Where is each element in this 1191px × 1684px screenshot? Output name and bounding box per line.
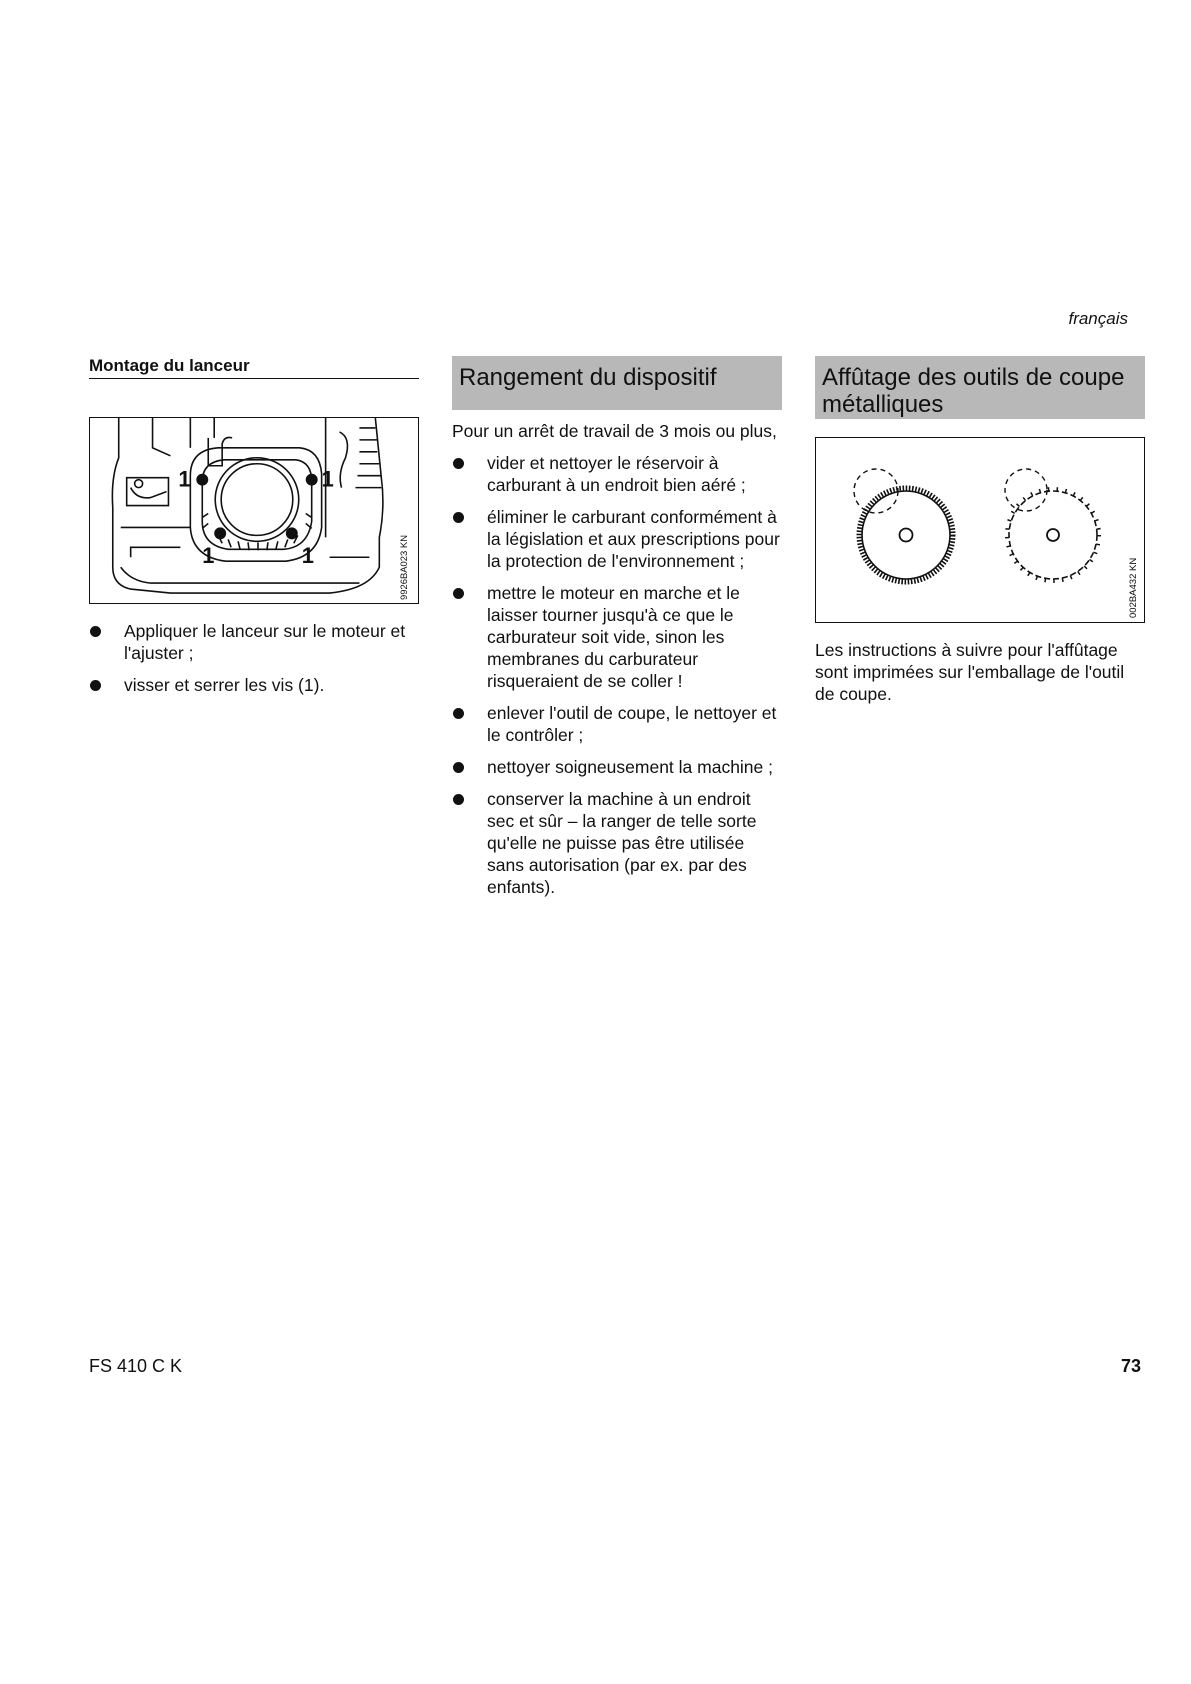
callout-label: 1 xyxy=(301,543,314,569)
list-item: nettoyer soigneusement la machine ; xyxy=(452,756,782,778)
list-item: Appliquer le lanceur sur le moteur et l'ajuster ; xyxy=(89,620,419,664)
column-starter-mounting xyxy=(89,356,419,706)
bullet-icon xyxy=(453,708,464,719)
bullet-icon xyxy=(453,588,464,599)
callout-label: 1 xyxy=(178,466,191,492)
bullet-icon xyxy=(90,680,101,691)
starter-illustration xyxy=(89,417,419,604)
storage-intro: Pour un arrêt de travail de 3 mois ou plus, xyxy=(452,421,777,441)
column-storage xyxy=(452,356,782,908)
section-title-storage: Rangement du dispositif xyxy=(452,356,782,410)
list-item: mettre le moteur en marche et le laisser tourner jusqu'à ce que le carburateur soit vide, sinon les membranes du carburateur risqueraient de se coller ! xyxy=(452,582,782,692)
column-sharpening xyxy=(815,356,1145,705)
figure-code: 002BA432 KN xyxy=(1128,557,1139,618)
language-label: français xyxy=(1068,309,1128,328)
section-title-starter: Montage du lanceur xyxy=(89,356,419,379)
list-item: visser et serrer les vis (1). xyxy=(89,674,419,696)
model-label: FS 410 C K xyxy=(89,1356,183,1376)
list-item: enlever l'outil de coupe, le nettoyer et le contrôler ; xyxy=(452,702,782,746)
figure-code: 9926BA023 KN xyxy=(399,534,411,601)
callout-label: 1 xyxy=(202,543,215,569)
bullet-icon xyxy=(90,626,101,637)
starter-steps-list xyxy=(89,620,419,696)
callout-label: 1 xyxy=(321,466,334,492)
bullet-icon xyxy=(453,512,464,523)
list-item: conserver la machine à un endroit sec et sûr – la ranger de telle sorte qu'elle ne puisse pas être utilisée sans autorisation (par ex. par des enfants). xyxy=(452,788,782,898)
list-item: éliminer le carburant conformément à la législation et aux prescriptions pour la protection de l'environnement ; xyxy=(452,506,782,572)
sharpening-text: Les instructions à suivre pour l'affûtage sont imprimées sur l'emballage de l'outil de coupe. xyxy=(815,640,1125,704)
bullet-icon xyxy=(453,794,464,805)
section-title-sharpening: Affûtage des outils de coupe métalliques xyxy=(815,356,1145,419)
page-number: 73 xyxy=(1120,1356,1141,1376)
blades-illustration xyxy=(815,437,1145,623)
bullet-icon xyxy=(453,458,464,469)
list-item: vider et nettoyer le réservoir à carburant à un endroit bien aéré ; xyxy=(452,452,782,496)
storage-steps-list xyxy=(452,452,782,898)
bullet-icon xyxy=(453,762,464,773)
